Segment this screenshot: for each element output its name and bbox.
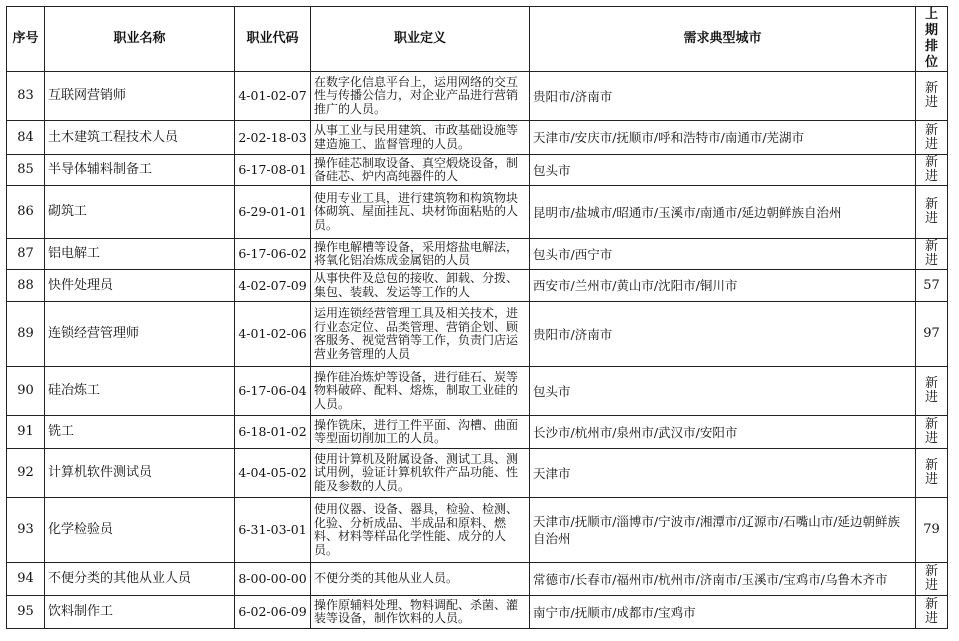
occupation-name: 土木建筑工程技术人员 <box>45 121 235 155</box>
demand-cities: 天津市 <box>530 449 916 498</box>
demand-cities: 昆明市/盐城市/昭通市/玉溪市/南通市/延边朝鲜族自治州 <box>530 186 916 239</box>
row-number: 87 <box>7 239 45 270</box>
occupation-name: 铣工 <box>45 416 235 449</box>
row-number: 92 <box>7 449 45 498</box>
occupation-definition <box>311 498 530 563</box>
table-row <box>7 596 948 629</box>
demand-cities: 贵阳市/济南市 <box>530 72 916 121</box>
row-number: 89 <box>7 302 45 367</box>
previous-rank: 新进 <box>916 367 948 416</box>
previous-rank: 新进 <box>916 416 948 449</box>
header-rank <box>916 7 948 72</box>
row-number: 93 <box>7 498 45 563</box>
header-name: 职业名称 <box>45 7 235 72</box>
occupation-definition <box>311 367 530 416</box>
occupation-definition <box>311 596 530 629</box>
occupation-demand-table <box>6 6 948 629</box>
table-row <box>7 449 948 498</box>
occupation-definition <box>311 416 530 449</box>
occupation-definition <box>311 270 530 302</box>
occupation-definition <box>311 302 530 367</box>
occupation-definition <box>311 155 530 186</box>
occupation-code: 4-02-07-09 <box>235 270 311 302</box>
table-row <box>7 186 948 239</box>
header-rank-line1: 上期 <box>924 7 938 38</box>
occupation-definition-text: 操作原辅料处理、物料调配、杀菌、灌装等设备，制作饮料的人员。 <box>314 598 519 625</box>
occupation-name: 快件处理员 <box>45 270 235 302</box>
header-code: 职业代码 <box>235 7 311 72</box>
occupation-definition <box>311 72 530 121</box>
occupation-definition <box>311 449 530 498</box>
occupation-definition <box>311 186 530 239</box>
demand-cities: 长沙市/杭州市/泉州市/武汉市/安阳市 <box>530 416 916 449</box>
previous-rank: 57 <box>916 270 948 302</box>
table-row <box>7 367 948 416</box>
occupation-definition-text: 从事工业与民用建筑、市政基础设施等建造施工、监督管理的人员。 <box>314 124 519 151</box>
previous-rank: 新进 <box>916 596 948 629</box>
previous-rank: 新进 <box>916 449 948 498</box>
occupation-code: 6-18-01-02 <box>235 416 311 449</box>
table-row <box>7 416 948 449</box>
occupation-definition-text: 使用专业工具，进行建筑物和构筑物块体砌筑、屋面挂瓦、块材饰面粘贴的人员。 <box>314 191 519 232</box>
occupation-code: 4-04-05-02 <box>235 449 311 498</box>
occupation-definition-text: 操作硅冶炼炉等设备，进行硅石、炭等物料破碎、配料、熔炼，制取工业硅的人员。 <box>314 370 519 411</box>
occupation-name: 铝电解工 <box>45 239 235 270</box>
table-row <box>7 498 948 563</box>
table-row <box>7 302 948 367</box>
occupation-definition-text: 使用计算机及附属设备、测试工具、测试用例，验证计算机软件产品功能、性能及参数的人员。 <box>314 452 519 493</box>
occupation-code: 4-01-02-06 <box>235 302 311 367</box>
row-number: 86 <box>7 186 45 239</box>
demand-cities: 包头市 <box>530 367 916 416</box>
occupation-code: 6-17-06-02 <box>235 239 311 270</box>
demand-cities: 常德市/长春市/福州市/杭州市/济南市/玉溪市/宝鸡市/乌鲁木齐市 <box>530 563 916 596</box>
row-number: 88 <box>7 270 45 302</box>
occupation-definition <box>311 239 530 270</box>
occupation-definition-text: 在数字化信息平台上，运用网络的交互性与传播公信力，对企业产品进行营销推广的人员。 <box>314 75 519 116</box>
previous-rank: 79 <box>916 498 948 563</box>
previous-rank: 新进 <box>916 239 948 270</box>
occupation-definition <box>311 121 530 155</box>
table-row <box>7 121 948 155</box>
demand-cities: 包头市/西宁市 <box>530 239 916 270</box>
row-number: 83 <box>7 72 45 121</box>
occupation-name: 砌筑工 <box>45 186 235 239</box>
row-number: 91 <box>7 416 45 449</box>
table-row <box>7 239 948 270</box>
table-row <box>7 72 948 121</box>
demand-cities: 包头市 <box>530 155 916 186</box>
previous-rank: 新进 <box>916 72 948 121</box>
header-rank-line2: 排位 <box>924 39 938 70</box>
demand-cities: 西安市/兰州市/黄山市/沈阳市/铜川市 <box>530 270 916 302</box>
previous-rank: 新进 <box>916 186 948 239</box>
occupation-definition-text: 操作硅芯制取设备、真空煅烧设备，制备硅芯、炉内高纯器件的人 <box>314 156 519 183</box>
occupation-code: 6-02-06-09 <box>235 596 311 629</box>
occupation-name: 互联网营销师 <box>45 72 235 121</box>
demand-cities: 贵阳市/济南市 <box>530 302 916 367</box>
occupation-name: 化学检验员 <box>45 498 235 563</box>
header-definition: 职业定义 <box>311 7 530 72</box>
occupation-definition-text: 操作铣床，进行工件平面、沟槽、曲面等型面切削加工的人员。 <box>314 418 519 445</box>
demand-cities: 南宁市/抚顺市/成都市/宝鸡市 <box>530 596 916 629</box>
row-number: 95 <box>7 596 45 629</box>
occupation-name: 饮料制作工 <box>45 596 235 629</box>
previous-rank: 97 <box>916 302 948 367</box>
occupation-definition-text: 操作电解槽等设备，采用熔盐电解法，将氧化铝冶炼成金属铝的人员 <box>314 240 519 267</box>
previous-rank: 新进 <box>916 155 948 186</box>
occupation-definition-text: 运用连锁经营管理工具及相关技术，进行业态定位、品类管理、营销企划、顾客服务、视觉营销等工作，负责门店运营业务管理的人员 <box>314 307 519 361</box>
occupation-table-sheet <box>6 6 948 629</box>
row-number: 90 <box>7 367 45 416</box>
occupation-definition-text: 使用仪器、设备、器具，检验、检测、化验、分析成品、半成品和原料、燃料、材料等样品化学性能、成分的人员。 <box>314 503 519 557</box>
previous-rank: 新进 <box>916 121 948 155</box>
table-header-row <box>7 7 948 72</box>
occupation-name: 不便分类的其他从业人员 <box>45 563 235 596</box>
occupation-definition-text: 不便分类的其他从业人员。 <box>314 572 459 586</box>
occupation-name: 硅冶炼工 <box>45 367 235 416</box>
demand-cities: 天津市/抚顺市/淄博市/宁波市/湘潭市/辽源市/石嘴山市/延边朝鲜族自治州 <box>530 498 916 563</box>
occupation-definition <box>311 563 530 596</box>
occupation-code: 6-31-03-01 <box>235 498 311 563</box>
header-no: 序号 <box>7 7 45 72</box>
occupation-name: 计算机软件测试员 <box>45 449 235 498</box>
header-cities: 需求典型城市 <box>530 7 916 72</box>
table-row <box>7 563 948 596</box>
occupation-code: 8-00-00-00 <box>235 563 311 596</box>
occupation-definition-text: 从事快件及总包的接收、卸载、分拨、集包、装载、发运等工作的人 <box>314 272 519 299</box>
table-row <box>7 155 948 186</box>
occupation-code: 6-29-01-01 <box>235 186 311 239</box>
occupation-code: 6-17-06-04 <box>235 367 311 416</box>
table-row <box>7 270 948 302</box>
occupation-code: 2-02-18-03 <box>235 121 311 155</box>
row-number: 84 <box>7 121 45 155</box>
row-number: 94 <box>7 563 45 596</box>
demand-cities: 天津市/安庆市/抚顺市/呼和浩特市/南通市/芜湖市 <box>530 121 916 155</box>
occupation-code: 6-17-08-01 <box>235 155 311 186</box>
previous-rank: 新进 <box>916 563 948 596</box>
occupation-name: 连锁经营管理师 <box>45 302 235 367</box>
row-number: 85 <box>7 155 45 186</box>
occupation-name: 半导体辅料制备工 <box>45 155 235 186</box>
occupation-code: 4-01-02-07 <box>235 72 311 121</box>
